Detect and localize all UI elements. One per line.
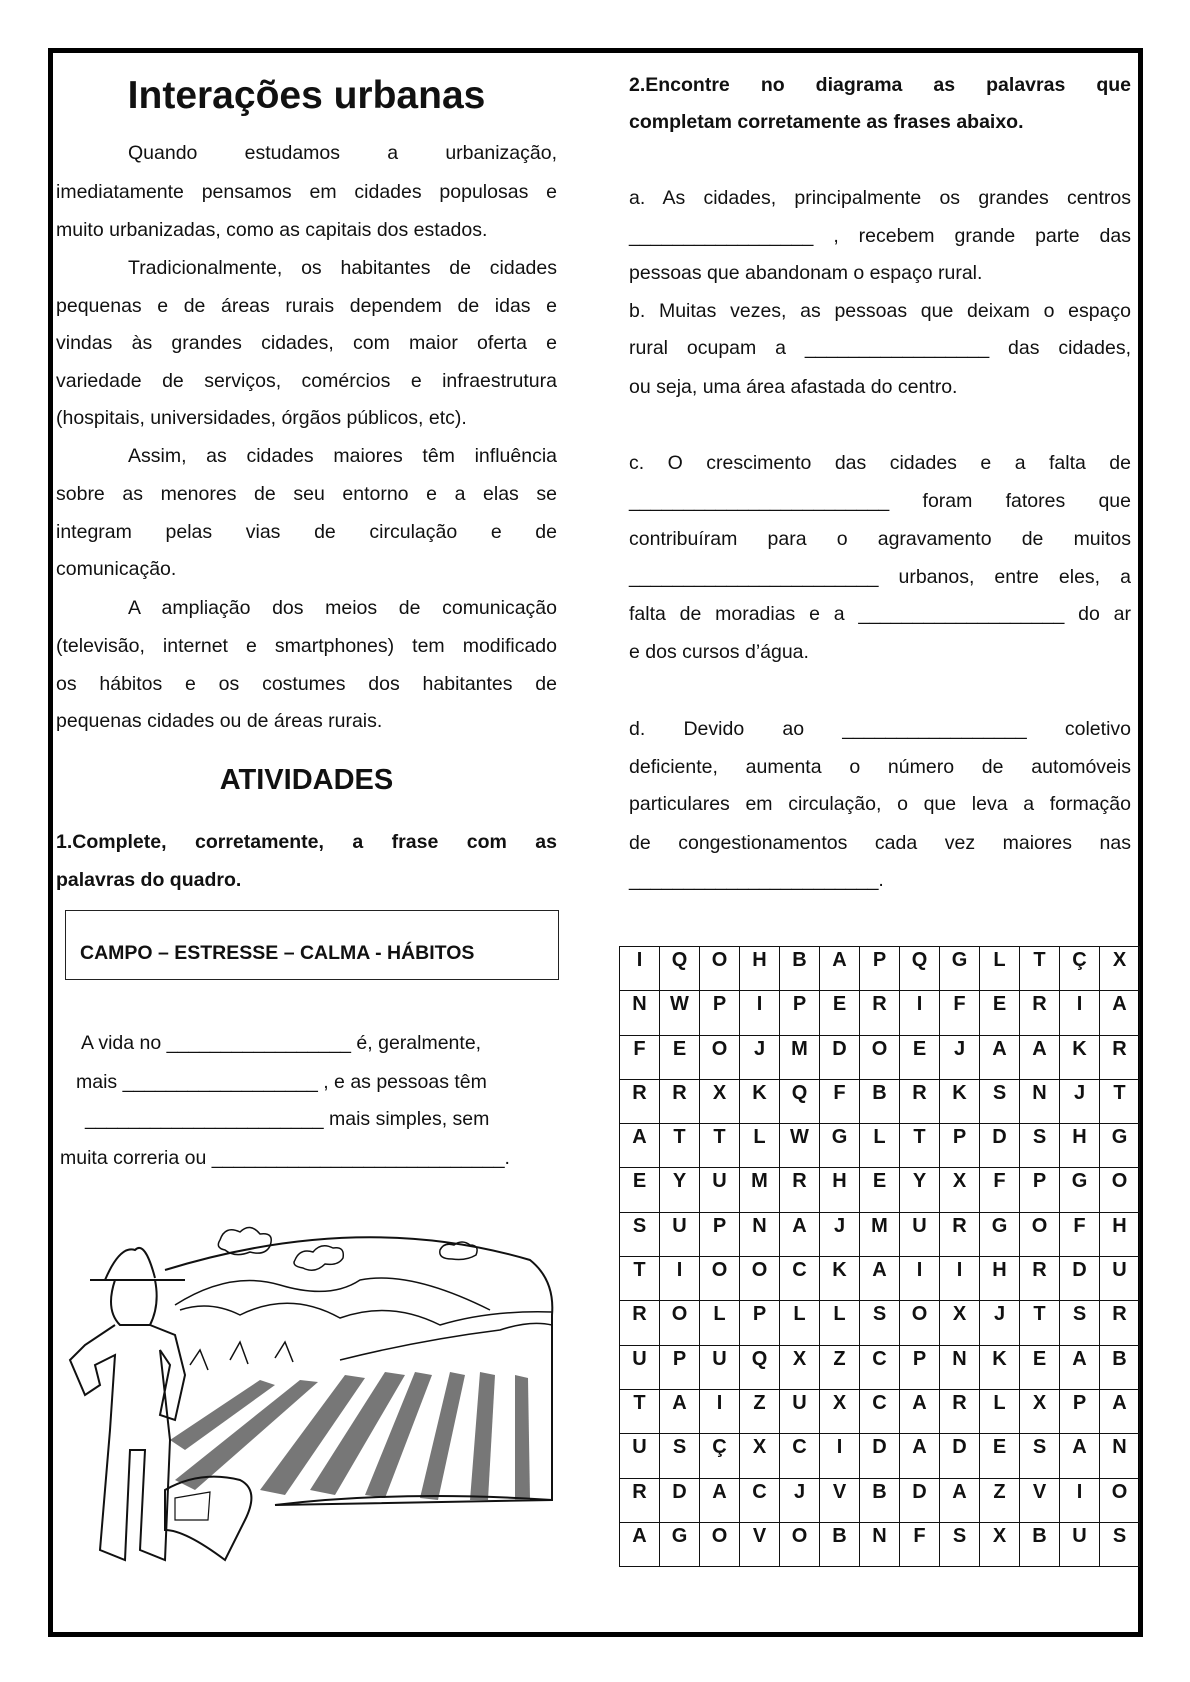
- grid-cell[interactable]: K: [740, 1079, 780, 1123]
- fill-in-sentence-line: A vida no _________________ é, geralmente,: [81, 1032, 482, 1054]
- grid-cell[interactable]: O: [900, 1301, 940, 1345]
- grid-cell[interactable]: U: [1100, 1257, 1140, 1301]
- grid-cell[interactable]: O: [660, 1301, 700, 1345]
- paragraph-line: os hábitos e os costumes dos habitantes de: [56, 673, 557, 695]
- grid-cell[interactable]: T: [1020, 947, 1060, 991]
- grid-cell[interactable]: X: [980, 1522, 1020, 1566]
- item-a-line: _________________ , recebem grande parte das: [629, 225, 1131, 247]
- grid-cell[interactable]: R: [620, 1079, 660, 1123]
- grid-cell[interactable]: R: [900, 1079, 940, 1123]
- grid-cell[interactable]: D: [860, 1434, 900, 1478]
- page-title: Interações urbanas: [127, 74, 486, 117]
- grid-cell[interactable]: E: [980, 991, 1020, 1035]
- grid-cell[interactable]: X: [1100, 947, 1140, 991]
- grid-cell[interactable]: D: [900, 1478, 940, 1522]
- grid-cell[interactable]: A: [940, 1478, 980, 1522]
- grid-cell[interactable]: S: [1100, 1522, 1140, 1566]
- grid-cell[interactable]: C: [780, 1257, 820, 1301]
- grid-cell[interactable]: B: [780, 947, 820, 991]
- grid-row: [620, 1035, 1140, 1079]
- item-b-line: ou seja, uma área afastada do centro.: [629, 376, 958, 398]
- grid-row: [620, 1478, 1140, 1522]
- grid-cell[interactable]: P: [1020, 1168, 1060, 1212]
- grid-cell[interactable]: P: [940, 1124, 980, 1168]
- grid-cell[interactable]: Ç: [700, 1434, 740, 1478]
- grid-cell[interactable]: C: [740, 1478, 780, 1522]
- grid-cell[interactable]: H: [820, 1168, 860, 1212]
- grid-cell[interactable]: R: [1020, 1257, 1060, 1301]
- grid-cell[interactable]: U: [660, 1212, 700, 1256]
- grid-cell[interactable]: L: [820, 1301, 860, 1345]
- paragraph-line: variedade de serviços, comércios e infraestrutura: [56, 370, 557, 392]
- paragraph-line: (televisão, internet e smartphones) tem modificado: [56, 635, 557, 657]
- grid-cell[interactable]: P: [700, 991, 740, 1035]
- grid-cell[interactable]: N: [940, 1345, 980, 1389]
- paragraph-line: vindas às grandes cidades, com maior oferta e: [56, 332, 557, 354]
- grid-row: [620, 991, 1140, 1035]
- grid-cell[interactable]: I: [660, 1257, 700, 1301]
- grid-cell[interactable]: Ç: [1060, 947, 1100, 991]
- grid-row: [620, 1168, 1140, 1212]
- grid-cell[interactable]: F: [820, 1079, 860, 1123]
- grid-cell[interactable]: P: [700, 1212, 740, 1256]
- item-b-line: rural ocupam a _________________ das cidades,: [629, 337, 1131, 359]
- grid-cell[interactable]: I: [1060, 991, 1100, 1035]
- paragraph-line: integram pelas vias de circulação e de: [56, 521, 557, 543]
- item-c-line: ________________________ foram fatores que: [629, 490, 1131, 512]
- grid-cell[interactable]: Z: [820, 1345, 860, 1389]
- grid-cell[interactable]: U: [620, 1434, 660, 1478]
- grid-cell[interactable]: R: [780, 1168, 820, 1212]
- grid-cell[interactable]: K: [980, 1345, 1020, 1389]
- grid-cell[interactable]: R: [940, 1389, 980, 1433]
- grid-cell[interactable]: U: [700, 1168, 740, 1212]
- grid-cell[interactable]: R: [620, 1301, 660, 1345]
- grid-cell[interactable]: L: [700, 1301, 740, 1345]
- grid-row: [620, 1301, 1140, 1345]
- grid-cell[interactable]: A: [1100, 1389, 1140, 1433]
- grid-cell[interactable]: R: [1100, 1035, 1140, 1079]
- grid-cell[interactable]: E: [660, 1035, 700, 1079]
- grid-row: [620, 1124, 1140, 1168]
- paragraph-line: pequenas e de áreas rurais dependem de idas e: [56, 295, 557, 317]
- item-c-line: contribuíram para o agravamento de muitos: [629, 528, 1131, 550]
- grid-cell[interactable]: A: [1060, 1345, 1100, 1389]
- grid-cell[interactable]: P: [780, 991, 820, 1035]
- grid-cell[interactable]: L: [860, 1124, 900, 1168]
- grid-cell[interactable]: E: [820, 991, 860, 1035]
- grid-cell[interactable]: D: [820, 1035, 860, 1079]
- grid-cell[interactable]: O: [700, 1035, 740, 1079]
- grid-cell[interactable]: A: [1100, 991, 1140, 1035]
- grid-cell[interactable]: S: [1060, 1301, 1100, 1345]
- grid-cell[interactable]: T: [620, 1389, 660, 1433]
- grid-cell[interactable]: K: [820, 1257, 860, 1301]
- grid-cell[interactable]: I: [900, 1257, 940, 1301]
- grid-cell[interactable]: E: [620, 1168, 660, 1212]
- grid-row: [620, 1079, 1140, 1123]
- paragraph-line: comunicação.: [56, 558, 177, 580]
- paragraph-line: Assim, as cidades maiores têm influência: [128, 445, 557, 467]
- item-a-line: a. As cidades, principalmente os grandes centros: [629, 187, 1131, 209]
- grid-cell[interactable]: A: [1060, 1434, 1100, 1478]
- grid-cell[interactable]: W: [660, 991, 700, 1035]
- grid-cell[interactable]: J: [940, 1035, 980, 1079]
- grid-cell[interactable]: N: [620, 991, 660, 1035]
- item-c-line: c. O crescimento das cidades e a falta de: [629, 452, 1131, 474]
- grid-cell[interactable]: U: [620, 1345, 660, 1389]
- grid-cell[interactable]: E: [1020, 1345, 1060, 1389]
- grid-cell[interactable]: P: [740, 1301, 780, 1345]
- grid-cell[interactable]: S: [860, 1301, 900, 1345]
- grid-cell[interactable]: F: [940, 991, 980, 1035]
- grid-cell[interactable]: O: [1020, 1212, 1060, 1256]
- item-c-line: e dos cursos d’água.: [629, 641, 809, 663]
- grid-cell[interactable]: G: [980, 1212, 1020, 1256]
- activities-heading: ATIVIDADES: [219, 764, 394, 796]
- grid-cell[interactable]: V: [740, 1522, 780, 1566]
- grid-cell[interactable]: M: [860, 1212, 900, 1256]
- grid-cell[interactable]: U: [1060, 1522, 1100, 1566]
- grid-cell[interactable]: D: [980, 1124, 1020, 1168]
- grid-cell[interactable]: V: [1020, 1478, 1060, 1522]
- grid-cell[interactable]: G: [940, 947, 980, 991]
- grid-cell[interactable]: H: [1060, 1124, 1100, 1168]
- grid-cell[interactable]: T: [900, 1124, 940, 1168]
- grid-cell[interactable]: B: [860, 1079, 900, 1123]
- grid-cell[interactable]: N: [1100, 1434, 1140, 1478]
- fill-in-sentence-line: mais __________________ , e as pessoas têm: [76, 1071, 487, 1093]
- grid-cell[interactable]: X: [740, 1434, 780, 1478]
- grid-cell[interactable]: F: [900, 1522, 940, 1566]
- item-a-line: pessoas que abandonam o espaço rural.: [629, 262, 983, 284]
- item-d-line: particulares em circulação, o que leva a formação: [629, 793, 1131, 815]
- grid-cell[interactable]: G: [660, 1522, 700, 1566]
- grid-row: [620, 947, 1140, 991]
- grid-cell[interactable]: R: [860, 991, 900, 1035]
- grid-cell[interactable]: Q: [900, 947, 940, 991]
- item-d-line: deficiente, aumenta o número de automóveis: [629, 756, 1131, 778]
- grid-cell[interactable]: I: [900, 991, 940, 1035]
- grid-cell[interactable]: I: [940, 1257, 980, 1301]
- grid-cell[interactable]: U: [700, 1345, 740, 1389]
- grid-cell[interactable]: P: [860, 947, 900, 991]
- grid-cell[interactable]: R: [940, 1212, 980, 1256]
- grid-cell[interactable]: R: [1100, 1301, 1140, 1345]
- grid-cell[interactable]: A: [900, 1434, 940, 1478]
- grid-cell[interactable]: O: [1100, 1168, 1140, 1212]
- grid-cell[interactable]: T: [660, 1124, 700, 1168]
- grid-cell[interactable]: C: [860, 1389, 900, 1433]
- grid-cell[interactable]: F: [980, 1168, 1020, 1212]
- grid-cell[interactable]: S: [1020, 1124, 1060, 1168]
- grid-cell[interactable]: G: [1100, 1124, 1140, 1168]
- grid-cell[interactable]: X: [820, 1389, 860, 1433]
- paragraph-line: A ampliação dos meios de comunicação: [128, 597, 557, 619]
- grid-cell[interactable]: A: [1020, 1035, 1060, 1079]
- grid-cell[interactable]: V: [820, 1478, 860, 1522]
- item-c-line: _______________________ urbanos, entre eles, a: [629, 566, 1131, 588]
- grid-cell[interactable]: O: [700, 1522, 740, 1566]
- grid-cell[interactable]: X: [940, 1301, 980, 1345]
- grid-cell[interactable]: I: [740, 991, 780, 1035]
- question-1-prompt: palavras do quadro.: [56, 869, 242, 891]
- grid-cell[interactable]: O: [780, 1522, 820, 1566]
- grid-cell[interactable]: B: [860, 1478, 900, 1522]
- grid-cell[interactable]: K: [940, 1079, 980, 1123]
- grid-cell[interactable]: Z: [980, 1478, 1020, 1522]
- grid-cell[interactable]: H: [1100, 1212, 1140, 1256]
- grid-cell[interactable]: O: [700, 947, 740, 991]
- grid-cell[interactable]: P: [660, 1345, 700, 1389]
- grid-cell[interactable]: A: [860, 1257, 900, 1301]
- grid-cell[interactable]: R: [660, 1079, 700, 1123]
- grid-cell[interactable]: N: [740, 1212, 780, 1256]
- grid-cell[interactable]: S: [660, 1434, 700, 1478]
- grid-cell[interactable]: F: [1060, 1212, 1100, 1256]
- grid-cell[interactable]: S: [620, 1212, 660, 1256]
- grid-cell[interactable]: M: [740, 1168, 780, 1212]
- paragraph-line: pequenas cidades ou de áreas rurais.: [56, 710, 383, 732]
- grid-cell[interactable]: K: [1060, 1035, 1100, 1079]
- grid-cell[interactable]: O: [1100, 1478, 1140, 1522]
- grid-cell[interactable]: O: [740, 1257, 780, 1301]
- grid-cell[interactable]: L: [740, 1124, 780, 1168]
- grid-cell[interactable]: J: [1060, 1079, 1100, 1123]
- paragraph-line: sobre as menores de seu entorno e a elas se: [56, 483, 557, 505]
- grid-cell[interactable]: Q: [740, 1345, 780, 1389]
- grid-cell[interactable]: E: [980, 1434, 1020, 1478]
- grid-cell[interactable]: U: [900, 1212, 940, 1256]
- grid-cell[interactable]: J: [740, 1035, 780, 1079]
- grid-cell[interactable]: D: [660, 1478, 700, 1522]
- grid-cell[interactable]: M: [780, 1035, 820, 1079]
- grid-cell[interactable]: T: [1100, 1079, 1140, 1123]
- grid-cell[interactable]: S: [1020, 1434, 1060, 1478]
- grid-cell[interactable]: A: [700, 1478, 740, 1522]
- grid-cell[interactable]: R: [1020, 991, 1060, 1035]
- grid-cell[interactable]: N: [860, 1522, 900, 1566]
- fill-in-sentence-line: muita correria ou ___________________________.: [60, 1147, 510, 1169]
- grid-cell[interactable]: Z: [740, 1389, 780, 1433]
- item-d-line: de congestionamentos cada vez maiores nas: [629, 832, 1131, 854]
- paragraph-line: (hospitais, universidades, órgãos públicos, etc).: [56, 407, 467, 429]
- grid-cell[interactable]: X: [1020, 1389, 1060, 1433]
- paragraph-line: muito urbanizadas, como as capitais dos estados.: [56, 219, 488, 241]
- grid-row: [620, 1212, 1140, 1256]
- item-b-line: b. Muitas vezes, as pessoas que deixam o espaço: [629, 300, 1131, 322]
- grid-row: [620, 1345, 1140, 1389]
- farmer-field-illustration: [60, 1200, 580, 1620]
- grid-cell[interactable]: R: [620, 1478, 660, 1522]
- grid-cell[interactable]: S: [940, 1522, 980, 1566]
- grid-cell[interactable]: E: [900, 1035, 940, 1079]
- question-2-prompt: completam corretamente as frases abaixo.: [629, 111, 1024, 133]
- grid-cell[interactable]: D: [940, 1434, 980, 1478]
- grid-cell[interactable]: B: [1100, 1345, 1140, 1389]
- grid-cell[interactable]: Y: [660, 1168, 700, 1212]
- question-1-prompt: 1.Complete, corretamente, a frase com as: [56, 831, 557, 853]
- grid-cell[interactable]: A: [820, 947, 860, 991]
- grid-cell[interactable]: L: [780, 1301, 820, 1345]
- item-c-line: falta de moradias e a ___________________ do ar: [629, 603, 1131, 625]
- question-2-prompt: 2.Encontre no diagrama as palavras que: [629, 74, 1131, 96]
- item-d-line: _______________________.: [629, 869, 884, 891]
- grid-row: [620, 1522, 1140, 1566]
- grid-cell[interactable]: T: [700, 1124, 740, 1168]
- grid-cell[interactable]: A: [780, 1212, 820, 1256]
- grid-cell[interactable]: A: [900, 1389, 940, 1433]
- word-bank: CAMPO – ESTRESSE – CALMA - HÁBITOS: [80, 942, 475, 964]
- grid-cell[interactable]: P: [1060, 1389, 1100, 1433]
- grid-cell[interactable]: I: [620, 947, 660, 991]
- grid-cell[interactable]: L: [980, 947, 1020, 991]
- word-search-grid: [619, 946, 1140, 1567]
- grid-cell[interactable]: P: [900, 1345, 940, 1389]
- grid-cell[interactable]: H: [740, 947, 780, 991]
- grid-row: [620, 1434, 1140, 1478]
- paragraph-line: imediatamente pensamos em cidades populosas e: [56, 181, 557, 203]
- grid-cell[interactable]: J: [980, 1301, 1020, 1345]
- grid-cell[interactable]: B: [1020, 1522, 1060, 1566]
- paragraph-line: Quando estudamos a urbanização,: [128, 142, 557, 164]
- grid-cell[interactable]: O: [860, 1035, 900, 1079]
- grid-cell[interactable]: F: [620, 1035, 660, 1079]
- fill-in-sentence-line: ______________________ mais simples, sem: [85, 1108, 490, 1130]
- grid-cell[interactable]: D: [1060, 1257, 1100, 1301]
- grid-cell[interactable]: L: [980, 1389, 1020, 1433]
- grid-cell[interactable]: W: [780, 1124, 820, 1168]
- grid-cell[interactable]: X: [940, 1168, 980, 1212]
- grid-cell[interactable]: T: [1020, 1301, 1060, 1345]
- grid-cell[interactable]: H: [980, 1257, 1020, 1301]
- grid-cell[interactable]: J: [780, 1478, 820, 1522]
- grid-cell[interactable]: I: [700, 1389, 740, 1433]
- grid-cell[interactable]: A: [980, 1035, 1020, 1079]
- grid-cell[interactable]: U: [780, 1389, 820, 1433]
- grid-cell[interactable]: E: [860, 1168, 900, 1212]
- grid-cell[interactable]: X: [700, 1079, 740, 1123]
- grid-cell[interactable]: N: [1020, 1079, 1060, 1123]
- grid-cell[interactable]: G: [820, 1124, 860, 1168]
- grid-cell[interactable]: S: [980, 1079, 1020, 1123]
- grid-cell[interactable]: C: [860, 1345, 900, 1389]
- grid-cell[interactable]: Q: [780, 1079, 820, 1123]
- grid-row: [620, 1389, 1140, 1433]
- word-bank-box: [65, 910, 559, 980]
- grid-cell[interactable]: A: [660, 1389, 700, 1433]
- grid-cell[interactable]: I: [820, 1434, 860, 1478]
- grid-cell[interactable]: B: [820, 1522, 860, 1566]
- grid-cell[interactable]: O: [700, 1257, 740, 1301]
- grid-cell[interactable]: C: [780, 1434, 820, 1478]
- item-d-line: d. Devido ao _________________ coletivo: [629, 718, 1131, 740]
- grid-cell[interactable]: X: [780, 1345, 820, 1389]
- paragraph-line: Tradicionalmente, os habitantes de cidades: [128, 257, 557, 279]
- grid-cell[interactable]: I: [1060, 1478, 1100, 1522]
- grid-cell[interactable]: G: [1060, 1168, 1100, 1212]
- grid-row: [620, 1257, 1140, 1301]
- grid-cell[interactable]: A: [620, 1522, 660, 1566]
- grid-cell[interactable]: Y: [900, 1168, 940, 1212]
- grid-cell[interactable]: J: [820, 1212, 860, 1256]
- grid-cell[interactable]: Q: [660, 947, 700, 991]
- grid-cell[interactable]: A: [620, 1124, 660, 1168]
- grid-cell[interactable]: T: [620, 1257, 660, 1301]
